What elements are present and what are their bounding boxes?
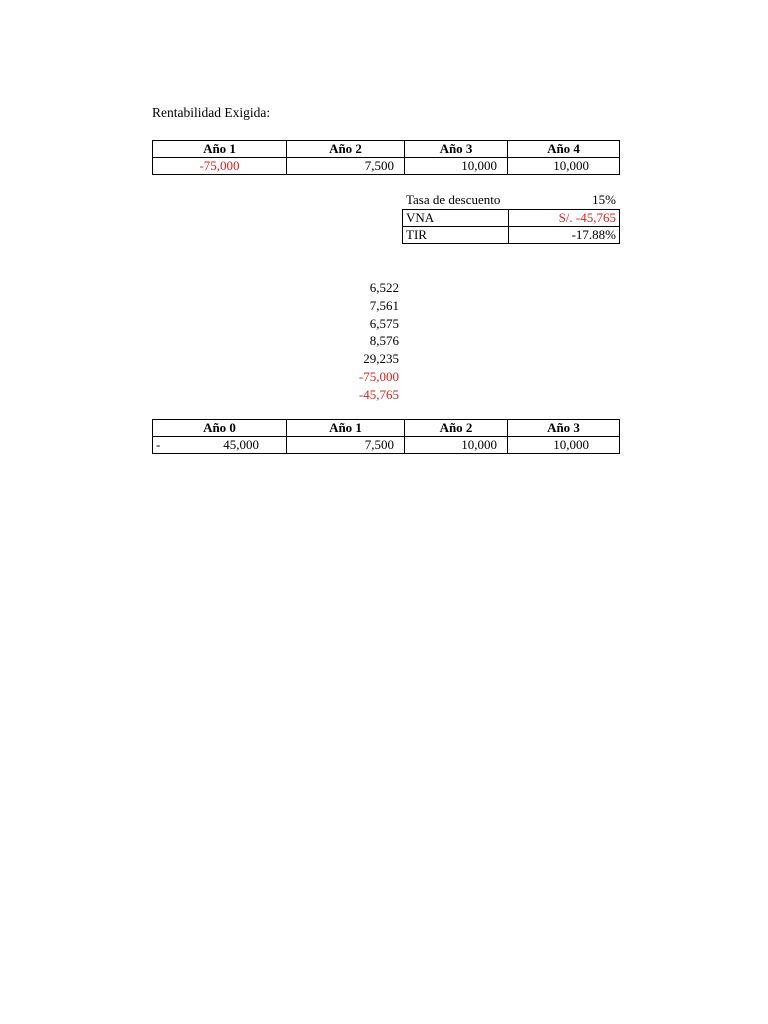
header-cell: Año 2: [405, 420, 508, 437]
header-cell: Año 3: [405, 141, 508, 158]
calc-value: 29,235: [363, 351, 399, 367]
table-row: [153, 437, 620, 454]
cash-flow-table: [152, 140, 620, 175]
table-cell: -75,000: [153, 158, 287, 175]
vna-value: S/. -45,765: [509, 210, 620, 227]
table-cell: [153, 437, 287, 454]
calc-value: 7,561: [369, 297, 399, 313]
header-cell: Año 1: [153, 141, 287, 158]
discount-rate-label: Tasa de descuento: [406, 192, 501, 207]
calc-value: -75,000: [358, 368, 399, 384]
discount-rate-value: 15%: [592, 192, 616, 207]
header-cell: Año 4: [508, 141, 620, 158]
header-cell: Año 3: [508, 420, 620, 437]
tir-value: -17.88%: [509, 227, 620, 244]
vna-label: VNA: [403, 210, 509, 227]
table-header-row: [153, 141, 620, 158]
table-cell: 7,500: [287, 158, 405, 175]
table-row: [403, 227, 620, 244]
header-cell: Año 2: [287, 141, 405, 158]
table-header-row: [153, 420, 620, 437]
page-title: Rentabilidad Exigida:: [152, 105, 271, 120]
present-value-column: [300, 279, 399, 404]
table-cell: 10,000: [405, 158, 508, 175]
header-cell: Año 1: [287, 420, 405, 437]
table-cell: 10,000: [405, 437, 508, 454]
table-row: [153, 158, 620, 175]
calc-value: 6,522: [369, 280, 399, 295]
table-cell: 10,000: [508, 437, 620, 454]
tir-label: TIR: [403, 227, 509, 244]
accounting-sign: -: [156, 437, 161, 452]
cell-value: 45,000: [223, 437, 259, 452]
calc-value: -45,765: [358, 386, 399, 402]
header-cell: Año 0: [153, 420, 287, 437]
results-table: [402, 209, 620, 244]
table-row: [403, 210, 620, 227]
calc-value: 8,576: [369, 333, 399, 349]
calc-value: 6,575: [369, 315, 399, 331]
table-cell: 7,500: [287, 437, 405, 454]
table-cell: 10,000: [508, 158, 620, 175]
cash-flow-table-2: [152, 419, 620, 454]
